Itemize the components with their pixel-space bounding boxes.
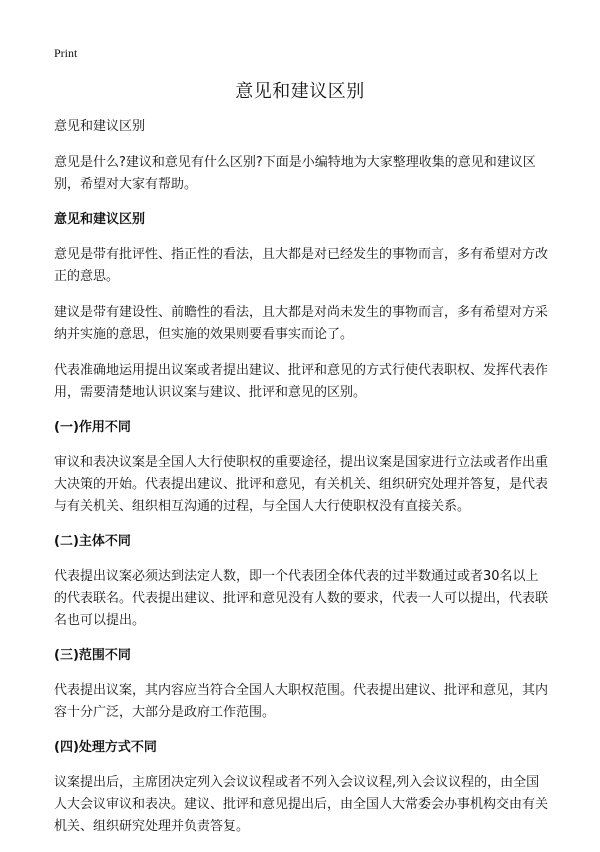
section-heading-function: (一)作用不同: [54, 420, 131, 435]
section-heading-handling: (四)处理方式不同: [54, 740, 157, 755]
section-heading-main: 意见和建议区别: [54, 212, 146, 227]
paragraph-suggestion: 建议是带有建设性、前瞻性的看法，且大都是对尚未发生的事物而言，多有希望对方采纳并实施的意思，但实施的效果则要看事实而论了。: [54, 305, 549, 342]
paragraph-opinion: 意见是带有批评性、指正性的看法，且大都是对已经发生的事物而言，多有希望对方改正的意思。: [54, 247, 549, 284]
subtitle: 意见和建议区别: [54, 119, 146, 134]
paragraph-handling: 议案提出后，主席团决定列入会议议程或者不列入会议议程,列入会议议程的，由全国人大会议审议和表决。建议、批评和意见提出后，由全国人大常委会办事机构交由有关机关、组织研究处理并负责答复。: [54, 775, 549, 834]
paragraph-representative: 代表准确地运用提出议案或者提出建议、批评和意见的方式行使代表职权、发挥代表作用，需要清楚地认识议案与建议、批评和意见的区别。: [54, 363, 549, 400]
section-heading-subject: (二)主体不同: [54, 534, 131, 549]
print-label: Print: [54, 46, 78, 60]
page-title: 意见和建议区别: [235, 81, 365, 102]
paragraph-function: 审议和表决议案是全国人大行使职权的重要途径，提出议案是国家进行立法或者作出重大决策的开始。代表提出建议、批评和意见，有关机关、组织研究处理并答复，是代表与有关机关、组织相互沟通的过程，与全国人大行使职权没有直接关系。: [54, 455, 549, 514]
paragraph-subject: 代表提出议案必须达到法定人数，即一个代表团全体代表的过半数通过或者30名以上的代表联名。代表提出建议、批评和意见没有人数的要求，代表一人可以提出，代表联名也可以提出。: [54, 569, 549, 628]
paragraph-scope: 代表提出议案，其内容应当符合全国人大职权范围。代表提出建议、批评和意见，其内容十分广泛，大部分是政府工作范围。: [54, 683, 549, 720]
intro-paragraph: 意见是什么?建议和意见有什么区别?下面是小编特地为大家整理收集的意见和建议区别，希望对大家有帮助。: [54, 155, 536, 192]
section-heading-scope: (三)范围不同: [54, 648, 131, 663]
document-body: [54, 116, 550, 852]
